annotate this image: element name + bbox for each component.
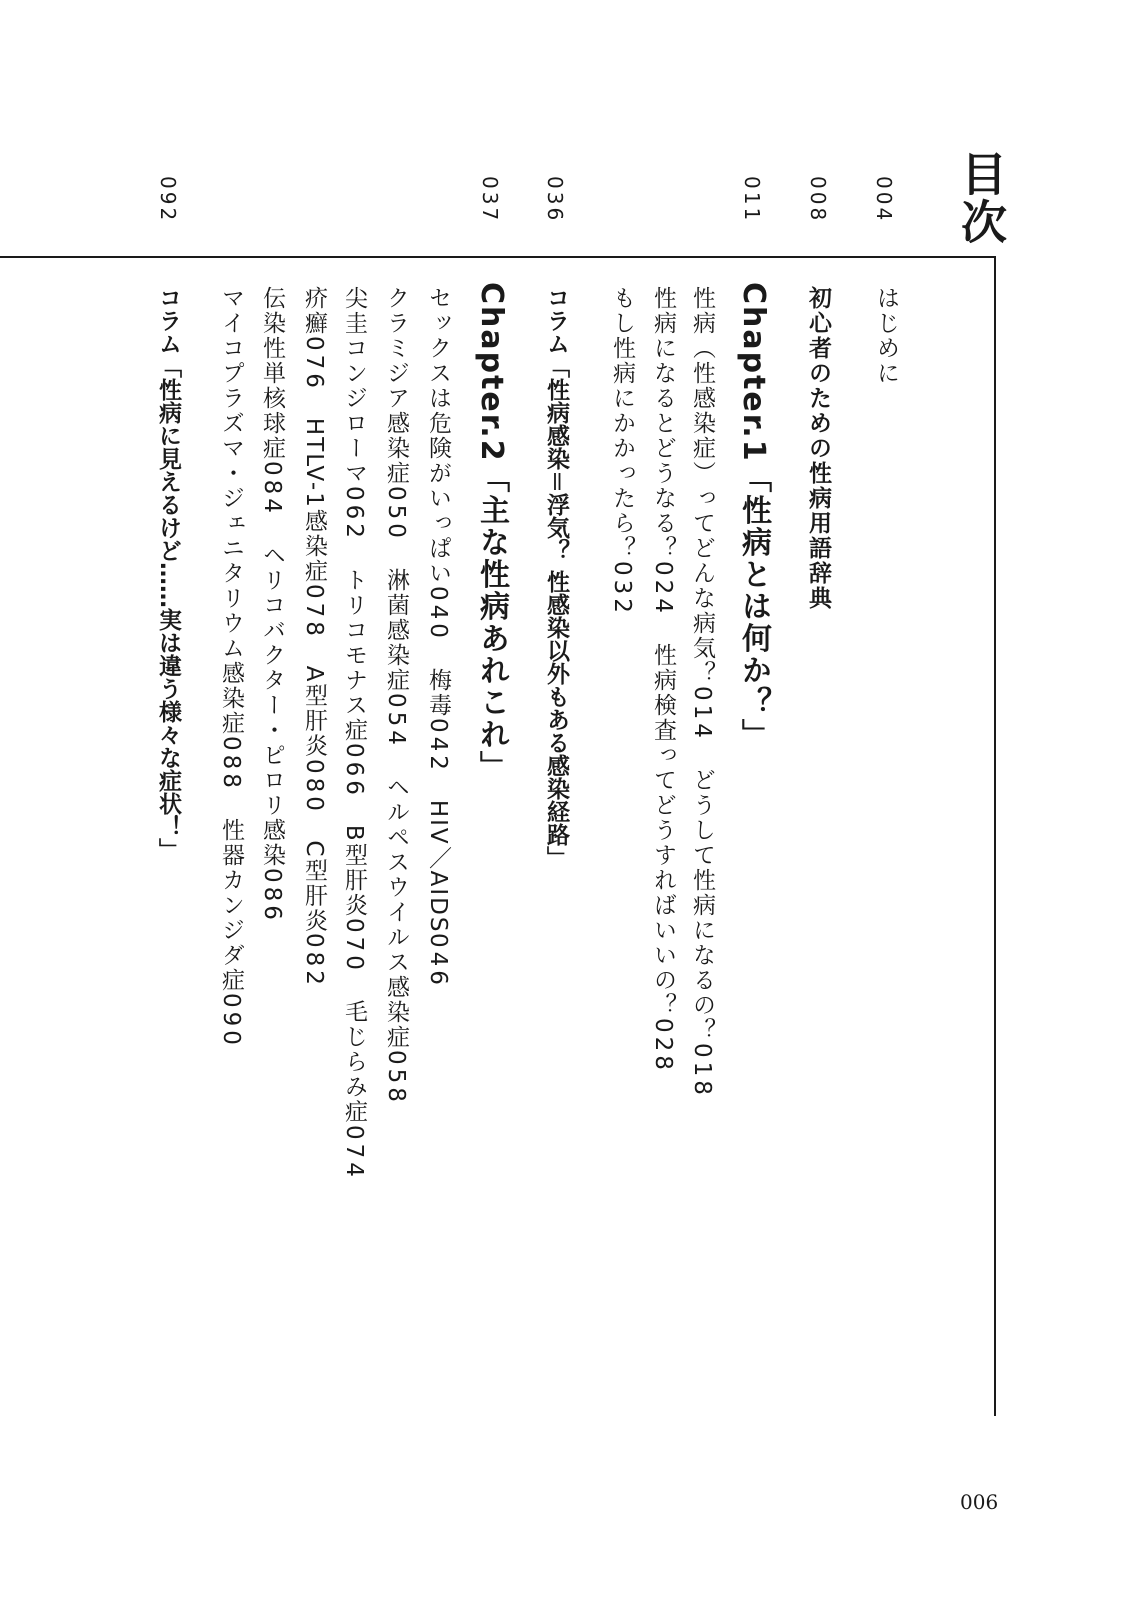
toc-page: 032	[609, 561, 635, 617]
toc-item[interactable]: C型肝炎	[301, 840, 327, 934]
toc-page: 028	[650, 1017, 676, 1074]
toc-line	[690, 286, 713, 1099]
page-number-intro: 004	[872, 176, 896, 224]
toc-page: 082	[301, 933, 327, 990]
toc-item[interactable]: トリコモナス症	[341, 567, 367, 743]
toc-item[interactable]: ヘルペスウイルス感染症	[383, 774, 409, 1050]
toc-item[interactable]: 性病検査ってどうすればいいの？	[650, 642, 676, 1018]
toc-item-column2[interactable]: コラム「性病に見えるけど……実は違う様々な症状！」	[155, 286, 181, 861]
toc-page: 042	[425, 717, 451, 774]
toc-page: 080	[301, 758, 327, 815]
toc-page: 018	[689, 1042, 715, 1099]
toc-item-glossary-label: 初心者のための性病用語辞典	[805, 286, 831, 611]
toc-page: 090	[218, 992, 244, 1049]
toc-page: 024	[650, 561, 676, 617]
toc-page: 014	[689, 686, 715, 742]
toc-page: 040	[425, 586, 451, 642]
toc-item-column1[interactable]: コラム「性病感染＝浮気？ 性感染以外もある感染経路」	[543, 286, 569, 870]
page-title: 目次	[954, 150, 1008, 246]
toc-item[interactable]: 性病になるとどうなる？	[650, 286, 676, 561]
top-rule	[0, 256, 996, 258]
toc-item[interactable]: 淋菌感染症	[383, 567, 409, 693]
toc-item[interactable]: 伝染性単核球症	[259, 286, 285, 461]
toc-item[interactable]: B型肝炎	[341, 824, 367, 918]
toc-item[interactable]: 尖圭コンジローマ	[341, 286, 367, 486]
right-rule	[994, 256, 996, 1416]
toc-page: 088	[218, 736, 244, 792]
toc-item[interactable]: HIV／AIDS	[425, 799, 451, 934]
toc-line	[426, 286, 449, 989]
chapter-1-heading[interactable]: Chapter.1「性病とは何か？」	[736, 282, 771, 751]
toc-page: 078	[301, 583, 327, 640]
page-number-glossary: 008	[806, 176, 830, 224]
toc-page: 084	[259, 461, 285, 517]
toc-item[interactable]: もし性病にかかったら？	[609, 286, 635, 561]
toc-item[interactable]: どうして性病になるの？	[689, 767, 715, 1043]
toc-page: 074	[341, 1124, 367, 1181]
toc-line	[651, 286, 674, 1074]
page-number-column1: 036	[543, 176, 567, 224]
page-number-chapter1: 011	[740, 176, 764, 224]
toc-item[interactable]: クラミジア感染症	[383, 286, 409, 486]
toc-item[interactable]: 性病（性感染症）ってどんな病気？	[689, 286, 715, 686]
page-number-chapter2: 037	[478, 176, 502, 224]
toc-item-intro-label: はじめに	[873, 286, 899, 386]
toc-page: 070	[341, 917, 367, 974]
toc-item[interactable]: 性器カンジダ症	[218, 817, 244, 993]
toc-item-intro[interactable]	[874, 286, 897, 386]
page-number-column2: 092	[156, 176, 180, 224]
toc-item[interactable]: ヘリコバクター・ピロリ感染	[259, 542, 285, 868]
toc-line	[342, 286, 365, 1180]
toc-page: 086	[259, 867, 285, 924]
toc-item[interactable]: マイコプラズマ・ジェニタリウム感染症	[218, 286, 244, 736]
toc-item[interactable]: 疥癬	[301, 286, 327, 336]
toc-line	[260, 286, 283, 924]
toc-item-glossary[interactable]	[806, 286, 829, 611]
toc-page: 066	[341, 742, 367, 799]
toc-page: 054	[383, 692, 409, 749]
toc-page: 050	[383, 486, 409, 542]
toc-item[interactable]: 梅毒	[425, 667, 451, 718]
toc-page: 058	[383, 1049, 409, 1106]
page-folio: 006	[960, 1490, 999, 1514]
toc-item[interactable]: セックスは危険がいっぱい	[425, 286, 451, 586]
toc-line	[610, 286, 633, 617]
toc-page: 046	[425, 933, 451, 990]
toc-item[interactable]: 毛じらみ症	[341, 999, 367, 1125]
toc-line	[384, 286, 407, 1106]
toc-item[interactable]: A型肝炎	[301, 665, 327, 759]
chapter-2-heading[interactable]: Chapter.2「主な性病あれこれ」	[474, 282, 509, 783]
toc-item[interactable]: HTLV-1感染症	[301, 417, 327, 584]
toc-line	[219, 286, 242, 1049]
toc-line	[302, 286, 325, 989]
toc-page: 062	[341, 486, 367, 542]
toc-page: 076	[301, 336, 327, 392]
